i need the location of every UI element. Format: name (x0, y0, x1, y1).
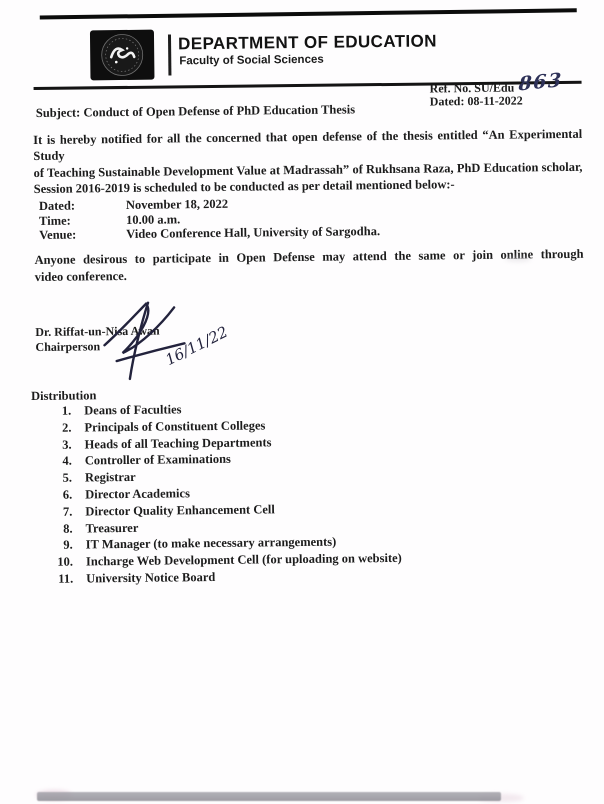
detail-value: November 18, 2022 (125, 196, 229, 212)
scan-bottom-artifact-bar (37, 792, 501, 801)
ref-number-handwritten: 863 (518, 68, 564, 96)
detail-row-venue (39, 224, 380, 242)
item-label: Principals of Constituent Colleges (84, 418, 266, 435)
detail-value: 10.00 a.m. (125, 211, 181, 227)
detail-label: Venue: (39, 227, 77, 243)
item-number: 7. (62, 504, 73, 519)
university-seal-icon (89, 29, 156, 82)
signature-date-scribble: 16/11/22 (162, 322, 231, 370)
item-label: Controller of Examinations (84, 452, 231, 468)
subject-line: Subject: Conduct of Open Defense of PhD Education Thesis (35, 102, 356, 120)
detail-label: Time: (39, 213, 71, 228)
handwritten-signature-icon (86, 297, 245, 387)
item-number: 4. (62, 453, 72, 469)
university-logo (89, 29, 156, 82)
signatory-designation: Chairperson (35, 339, 101, 355)
item-label: Registrar (84, 470, 136, 485)
distribution-list (1, 398, 503, 588)
item-label: Incharge Web Development Cell (for uploading on website) (85, 551, 402, 569)
notification-paragraph (33, 126, 583, 197)
item-number: 8. (63, 521, 73, 536)
item-number: 1. (61, 403, 72, 418)
ref-number-label: Ref. No. SU/Edu (429, 80, 515, 96)
item-label: Treasurer (85, 520, 139, 536)
item-label: Deans of Faculties (84, 402, 182, 418)
item-number: 9. (63, 537, 73, 553)
scan-top-edge-line (40, 8, 577, 19)
paragraph-line: It is hereby notified for all the concerned that open defense of the thesis entitled “An Experimental Study (33, 126, 583, 164)
item-label: Director Quality Enhancement Cell (85, 502, 275, 519)
schedule-details (39, 195, 380, 243)
participation-paragraph (34, 246, 583, 286)
paragraph-line: video conference. (34, 268, 127, 285)
item-number: 11. (58, 571, 74, 586)
item-number: 10. (57, 554, 74, 569)
item-label: Heads of all Teaching Departments (84, 434, 272, 452)
letter-date: Dated: 08-11-2022 (429, 93, 523, 109)
detail-label: Dated: (38, 198, 76, 213)
item-number: 5. (62, 470, 73, 485)
paragraph-line: of Teaching Sustainable Development Value at Madrassah” of Rukhsana Raza, PhD Education scholar, (33, 159, 583, 180)
paragraph-line: Anyone desirous to participate in Open Defense may attend the same or join online through (34, 246, 584, 268)
letterhead-divider (168, 34, 171, 75)
item-label: University Notice Board (86, 569, 216, 586)
item-number: 3. (62, 437, 72, 452)
faculty-subtitle: Faculty of Social Sciences (179, 53, 324, 68)
detail-value: Video Conference Hall, University of Sargodha. (126, 224, 381, 242)
distribution-heading: Distribution (30, 388, 97, 404)
scan-smudge (505, 256, 531, 262)
signatory-name: Dr. Riffat-un-Nisa Awan (35, 323, 160, 340)
item-label: Director Academics (85, 486, 190, 502)
item-number: 2. (61, 420, 72, 435)
item-number: 6. (62, 487, 73, 502)
department-title: DEPARTMENT OF EDUCATION (177, 31, 438, 54)
paragraph-line: Session 2016-2019 is scheduled to be conducted as per detail mentioned below:- (33, 177, 455, 196)
item-label: IT Manager (to make necessary arrangements) (85, 534, 337, 552)
